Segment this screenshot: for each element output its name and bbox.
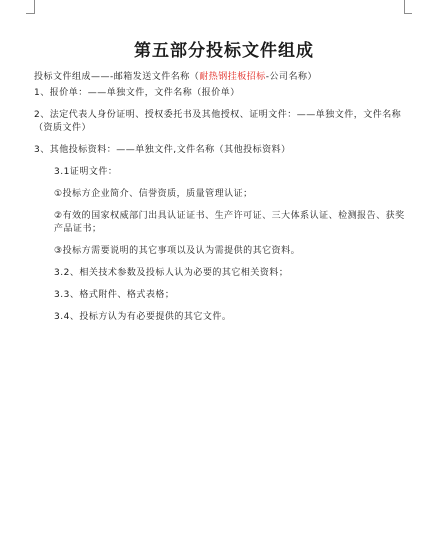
item-2: 2、法定代表人身份证明、授权委托书及其他授权、证明文件：——单独文件，文件名称（资质文件） (34, 110, 402, 133)
composition-suffix: -公司名称） (265, 72, 318, 82)
sub-item-3-3: 3.3、格式附件、格式表格； (54, 290, 175, 300)
item-1: 1、报价单：——单独文件，文件名称（报价单） (34, 88, 240, 98)
sub-item-circle-2: ②有效的国家权威部门出具认证证书、生产许可证、三大体系认证、检测报告、获奖产品证书； (54, 211, 405, 234)
page-title: 第五部分投标文件组成 (134, 41, 314, 61)
sub-item-circle-3: ③投标方需要说明的其它事项以及认为需提供的其它资料。 (54, 246, 301, 256)
sub-item-3-1: 3.1证明文件： (54, 167, 118, 177)
composition-line (34, 71, 414, 84)
composition-prefix: 投标文件组成——-邮箱发送文件名称（ (34, 72, 200, 82)
composition-highlight: 耐热钢挂板招标 (199, 72, 266, 82)
document-page (34, 32, 414, 333)
item-3: 3、其他投标资料：——单独文件,文件名称（其他投标资料） (34, 145, 291, 155)
sub-item-3-4: 3.4、投标方认为有必要提供的其它文件。 (54, 312, 232, 322)
sub-item-3-2: 3.2、相关技术参数及投标人认为必要的其它相关资料； (54, 268, 289, 278)
sub-item-circle-1: ①投标方企业简介、信誉资质，质量管理认证； (54, 189, 253, 199)
